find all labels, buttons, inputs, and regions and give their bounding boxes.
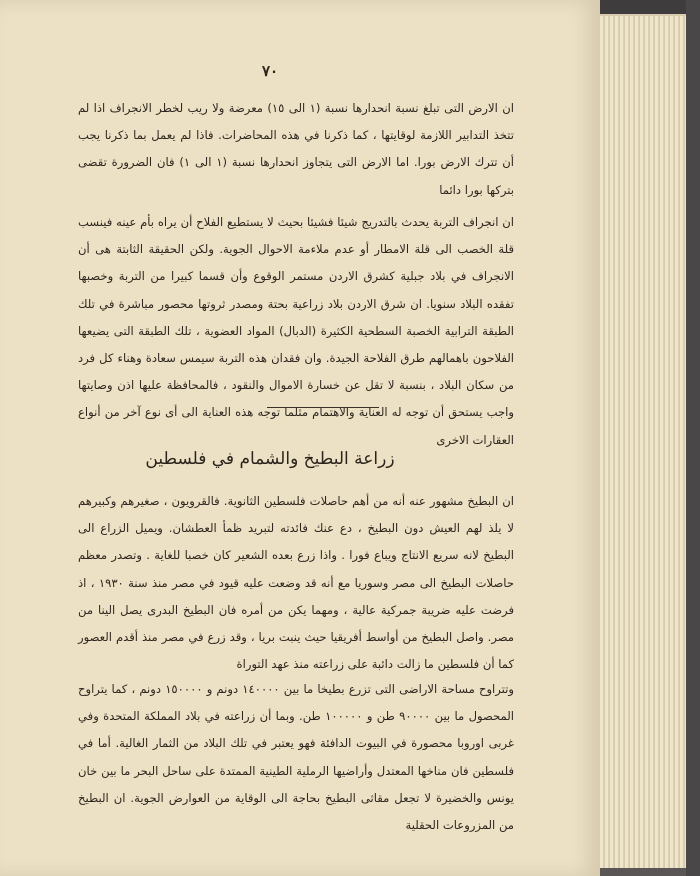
paragraph-watermelon-1-text: ان البطيخ مشهور عنه أنه من أهم حاصلات فلسطين الثانوية. فالقرويون ، صغيرهم وكبيرهم لا يلذ لهم العيش دون البطيخ ، دع عنك فائدته لتبريد ظمأ العطشان. ويميل الزراع الى البطيخ لانه سريع الانتاج ويباع فورا . واذا زرع بعده الشعير كان خصبا للغاية . وتصدر معظم حاصلات البطيخ الى مصر وسوريا مع أنه قد وضعت عليه قيود في مصر منذ سنة ١٩٣٠ ، اذ فرضت عليه ضريبة جمركية عالية ، ومهما يكن من أمره فان البطيخ البدرى يصل الينا من مصر. واصل البطيخ من أواسط أفريقيا حيث ينبت بريا ، وقد زرع في مصر منذ أقدم العصور كما أن فلسطين ما زالت دائبة على زراعته منذ عهد التوراة <box>78 494 515 672</box>
paragraph-intro <box>78 95 514 204</box>
paragraph-watermelon-2-text: وتتراوح مساحة الاراضى التى تزرع بطيخا ما بين ١٤٠٠٠٠ دونم و ١٥٠٠٠٠ دونم ، كما يتراوح المحصول ما بين ٩٠٠٠٠ طن و ١٠٠٠٠٠ طن. وبما أن زراعته في بلاد المملكة المتحدة وفي غربى اوروبا محصورة في البيوت الدافئة فهو يعتبر في تلك البلاد من الثمار الغالية. أما في فلسطين فان مناخها المعتدل وأراضيها الرملية الطينية الممتدة على ساحل البحر ما بين خان يونس والخضيرة لا تجعل مقاثى البطيخ بحاجة الى الوقاية من العوارض الجوية. ان البطيخ من المزروعات الحقلية <box>78 682 515 833</box>
section-divider <box>267 407 379 408</box>
paragraph-watermelon-1 <box>78 488 514 678</box>
paragraph-watermelon-2 <box>78 676 514 839</box>
paragraph-erosion-text: ان انجراف التربة يحدث بالتدريج شيئا فشيئا بحيث لا يستطيع الفلاح أن يراه بأم عينه فينسب قلة الخصب الى قلة الامطار أو عدم ملاءمة الاحوال الجوية. ولكن الحقيقة الثابتة هى أن الانجراف في بلاد جبلية كشرق الاردن مستمر الوقوع وأن قسما كبيرا من التربة وخصبها تفقده البلاد سنويا. ان شرق الاردن بلاد زراعية بحتة ومصدر ثروتها محصور مباشرة في تلك الطبقة الترابية الخصبة السطحية الكثيرة (الدبال) المواد العضوية ، تلك الطبقة التى يضيعها الفلاحون باهمالهم طرق الفلاحة الجيدة. وان فقدان هذه التربة سيمس سعادة وهناء كل فرد من سكان البلاد ، بنسبة لا تقل عن خسارة الاموال والنقود ، فالمحافظة عليها اذن وصايتها واجب يستحق أن توجه له العناية والاهتمام مثلما توجه هذه العناية الى أى نوع آخر من أنواع العقارات الاخرى <box>78 215 514 447</box>
book-spine-top <box>600 0 700 14</box>
section-heading: زراعة البطيخ والشمام في فلسطين <box>145 449 395 469</box>
paragraph-intro-text: ان الارض التى تبلغ نسبة انحدارها نسبة (١ الى ١٥) معرضة ولا ريب لخطر الانجراف اذا لم تتخذ التدابير اللازمة لوقايتها ، كما ذكرنا في هذه المحاضرات. فاذا لم يعمل بما ذكرنا يجب أن تترك الارض بورا. اما الارض التى يتجاوز انحدارها نسبة (١ الى ١) فان الضرورة تقضى بتركها بورا دائما <box>78 101 514 197</box>
page-edges <box>600 14 686 868</box>
book-cover-edge <box>686 0 700 876</box>
paragraph-erosion <box>78 209 514 454</box>
page-number: ٧٠ <box>261 62 279 80</box>
